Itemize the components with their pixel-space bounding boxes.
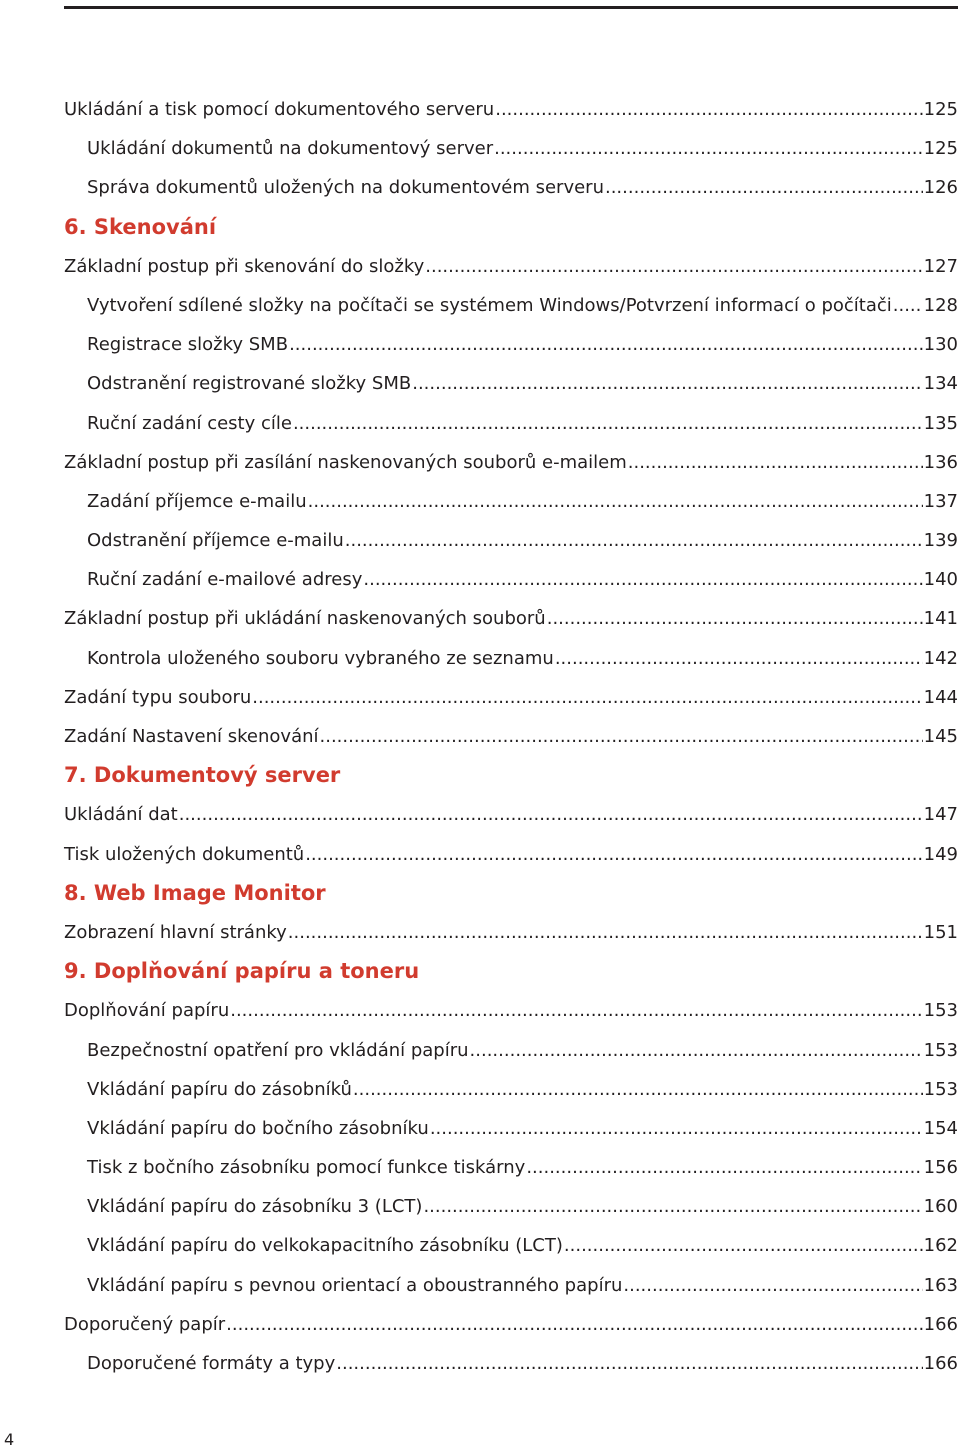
- toc-entry[interactable]: [64, 1305, 958, 1344]
- toc-entry-title: Vkládání papíru do velkokapacitního zásobníku (LCT): [87, 1235, 563, 1257]
- dot-leader: [564, 1226, 923, 1265]
- dot-leader: [288, 913, 923, 952]
- toc-entry[interactable]: [64, 717, 958, 756]
- dot-leader: [494, 129, 923, 168]
- toc-entry-title: Tisk uložených dokumentů: [64, 843, 305, 865]
- toc-page-number: 145: [923, 726, 958, 747]
- chapter-heading[interactable]: [64, 208, 958, 247]
- toc-entry[interactable]: [64, 795, 958, 834]
- toc-page-number: 127: [923, 255, 958, 277]
- toc-entry-title: Správa dokumentů uložených na dokumentovém serveru: [87, 177, 604, 199]
- chapter-heading[interactable]: [64, 756, 958, 795]
- toc-subentry[interactable]: [64, 560, 958, 599]
- dot-leader: [230, 991, 922, 1030]
- dot-leader: [320, 717, 923, 756]
- dot-leader: [226, 1305, 922, 1344]
- toc-entry-title: Vkládání papíru s pevnou orientací a oboustranného papíru: [87, 1274, 623, 1296]
- toc-subentry[interactable]: [64, 325, 958, 364]
- toc-entry-title: Zadání typu souboru: [64, 686, 252, 708]
- toc-entry-title: Registrace složky SMB: [87, 334, 289, 356]
- toc-entry-title: Ruční zadání e-mailové adresy: [87, 569, 363, 591]
- dot-leader: [628, 443, 923, 482]
- toc-subentry[interactable]: [64, 482, 958, 521]
- dot-leader: [305, 835, 922, 874]
- dot-leader: [470, 1031, 923, 1070]
- chapter-heading[interactable]: [64, 874, 958, 913]
- dot-leader: [623, 1266, 922, 1305]
- toc-entry-title: Ukládání dat: [64, 804, 178, 826]
- chapter-title: 6. Skenování: [64, 214, 217, 239]
- toc-page-number: 166: [923, 1353, 958, 1374]
- dot-leader: [430, 1109, 923, 1148]
- toc-page-number: 142: [923, 647, 958, 669]
- toc-entry-title: Vkládání papíru do bočního zásobníku: [87, 1117, 429, 1139]
- toc-page-number: 166: [923, 1313, 958, 1335]
- dot-leader: [336, 1344, 922, 1383]
- toc-entry[interactable]: [64, 835, 958, 874]
- table-of-contents: [64, 90, 958, 1383]
- toc-entry-title: Zobrazení hlavní stránky: [64, 921, 287, 943]
- toc-entry-title: Základní postup při zasílání naskenovaných souborů e-mailem: [64, 451, 627, 473]
- toc-entry-title: Tisk z bočního zásobníku pomocí funkce tiskárny: [87, 1157, 526, 1179]
- toc-page-number: 140: [923, 569, 958, 591]
- toc-page-number: 139: [923, 530, 958, 552]
- toc-entry-title: Ukládání a tisk pomocí dokumentového serveru: [64, 99, 495, 120]
- toc-page-number: 135: [923, 412, 958, 434]
- toc-page-number: 128: [923, 294, 958, 316]
- toc-subentry[interactable]: [64, 129, 958, 168]
- dot-leader: [423, 1187, 922, 1226]
- toc-page-number: 125: [923, 99, 958, 120]
- toc-entry-title: Zadání příjemce e-mailu: [87, 490, 307, 512]
- toc-page-number: 163: [923, 1274, 958, 1296]
- dot-leader: [893, 286, 923, 325]
- toc-entry-title: Vkládání papíru do zásobníku 3 (LCT): [87, 1196, 423, 1218]
- dot-leader: [605, 168, 923, 207]
- toc-subentry[interactable]: [64, 1070, 958, 1109]
- toc-entry[interactable]: [64, 247, 958, 286]
- toc-subentry[interactable]: [64, 639, 958, 678]
- toc-page-number: 137: [923, 490, 958, 512]
- toc-subentry[interactable]: [64, 1226, 958, 1265]
- toc-subentry[interactable]: [64, 168, 958, 207]
- toc-page-number: 160: [923, 1196, 958, 1218]
- toc-page-number: 154: [923, 1117, 958, 1139]
- toc-entry-title: Zadání Nastavení skenování: [64, 726, 319, 747]
- chapter-heading[interactable]: [64, 952, 958, 991]
- toc-entry-title: Vkládání papíru do zásobníků: [87, 1078, 352, 1100]
- toc-page-number: 136: [923, 451, 958, 473]
- toc-page-number: 153: [923, 1039, 958, 1061]
- dot-leader: [252, 678, 922, 717]
- toc-page-number: 147: [923, 804, 958, 826]
- dot-leader: [179, 795, 923, 834]
- toc-page-number: 141: [923, 608, 958, 630]
- toc-entry-title: Odstranění registrované složky SMB: [87, 373, 412, 395]
- toc-page-number: 126: [923, 177, 958, 199]
- toc-page-number: 151: [923, 921, 958, 943]
- toc-entry-title: Bezpečnostní opatření pro vkládání papíru: [87, 1039, 469, 1061]
- dot-leader: [547, 599, 923, 638]
- toc-subentry[interactable]: [64, 1031, 958, 1070]
- toc-page-number: 125: [923, 138, 958, 160]
- toc-subentry[interactable]: [64, 1109, 958, 1148]
- toc-subentry[interactable]: [64, 1148, 958, 1187]
- dot-leader: [289, 325, 923, 364]
- top-rule: [64, 6, 958, 9]
- toc-entry[interactable]: [64, 443, 958, 482]
- dot-leader: [526, 1148, 922, 1187]
- toc-entry[interactable]: [64, 90, 958, 129]
- toc-page-number: 162: [923, 1235, 958, 1257]
- toc-entry-title: Základní postup při skenování do složky: [64, 255, 425, 277]
- dot-leader: [353, 1070, 923, 1109]
- toc-entry-title: Základní postup při ukládání naskenovaných souborů: [64, 608, 546, 630]
- dot-leader: [363, 560, 922, 599]
- toc-page-number: 134: [923, 373, 958, 395]
- toc-page-number: 156: [923, 1157, 958, 1179]
- toc-entry-title: Odstranění příjemce e-mailu: [87, 530, 344, 552]
- toc-entry[interactable]: [64, 991, 958, 1030]
- toc-entry[interactable]: [64, 599, 958, 638]
- page-number: 4: [4, 1430, 15, 1449]
- toc-page-number: 153: [923, 1078, 958, 1100]
- toc-subentry[interactable]: [64, 286, 958, 325]
- dot-leader: [345, 521, 923, 560]
- toc-entry-title: Kontrola uloženého souboru vybraného ze seznamu: [87, 647, 554, 669]
- toc-subentry[interactable]: [64, 1266, 958, 1305]
- chapter-title: 8. Web Image Monitor: [64, 880, 326, 905]
- dot-leader: [425, 247, 922, 286]
- toc-page-number: 130: [923, 334, 958, 356]
- toc-page-number: 149: [923, 843, 958, 865]
- toc-entry-title: Doporučené formáty a typy: [87, 1353, 336, 1374]
- toc-page-number: 153: [923, 1000, 958, 1022]
- dot-leader: [293, 404, 923, 443]
- toc-entry[interactable]: [64, 913, 958, 952]
- chapter-title: 9. Doplňování papíru a toneru: [64, 959, 420, 984]
- dot-leader: [555, 639, 923, 678]
- toc-entry[interactable]: [64, 678, 958, 717]
- toc-entry-title: Doplňování papíru: [64, 1000, 230, 1022]
- toc-entry-title: Vytvoření sdílené složky na počítači se systémem Windows/Potvrzení informací o počítači: [87, 294, 892, 316]
- toc-subentry[interactable]: [64, 404, 958, 443]
- toc-entry-title: Ruční zadání cesty cíle: [87, 412, 292, 434]
- toc-page-number: 144: [923, 686, 958, 708]
- toc-subentry[interactable]: [64, 1187, 958, 1226]
- toc-entry-title: Ukládání dokumentů na dokumentový server: [87, 138, 494, 160]
- toc-subentry[interactable]: [64, 364, 958, 403]
- toc-subentry[interactable]: [64, 521, 958, 560]
- dot-leader: [495, 90, 922, 129]
- dot-leader: [308, 482, 923, 521]
- chapter-title: 7. Dokumentový server: [64, 763, 341, 788]
- toc-entry-title: Doporučený papír: [64, 1313, 226, 1335]
- toc-subentry[interactable]: [64, 1344, 958, 1383]
- dot-leader: [412, 364, 922, 403]
